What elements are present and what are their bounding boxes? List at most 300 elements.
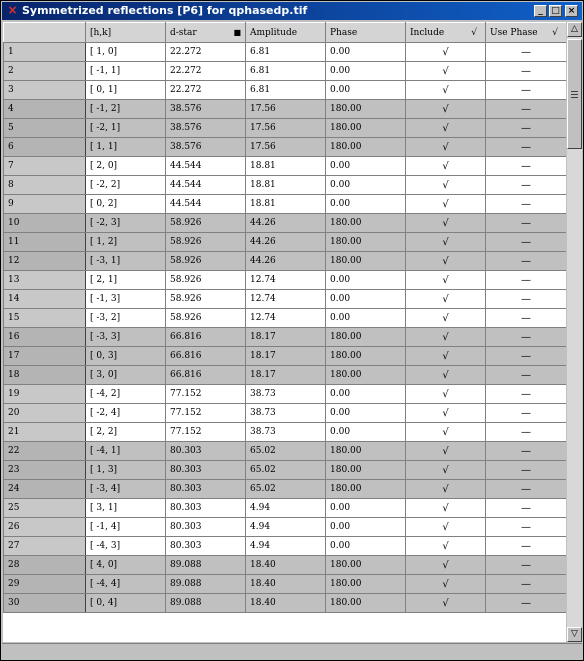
hk-cell[interactable]: [ -2, 3] — [86, 214, 166, 233]
table-row[interactable] — [4, 100, 567, 119]
check-icon: √ — [442, 65, 449, 77]
table-row[interactable] — [4, 461, 567, 480]
row-number[interactable]: 1 — [4, 43, 86, 62]
include-checkbox[interactable] — [406, 594, 486, 613]
use-phase-checkbox[interactable] — [486, 537, 567, 556]
col-header-hk[interactable] — [86, 23, 166, 43]
use-phase-checkbox[interactable] — [486, 404, 567, 423]
phase-cell[interactable]: 0.00 — [326, 423, 406, 442]
table-row[interactable] — [4, 366, 567, 385]
amplitude-cell[interactable]: 6.81 — [246, 81, 326, 100]
use-phase-checkbox[interactable] — [486, 271, 567, 290]
dash-icon: — — [521, 369, 531, 381]
dstar-cell[interactable]: 80.303 — [166, 499, 246, 518]
hk-cell[interactable]: [ 0, 1] — [86, 81, 166, 100]
use-phase-checkbox[interactable] — [486, 518, 567, 537]
hk-cell[interactable]: [ -1, 4] — [86, 518, 166, 537]
thumb-grip-line — [571, 94, 578, 95]
amplitude-cell[interactable]: 18.17 — [246, 347, 326, 366]
hk-cell[interactable]: [ -2, 1] — [86, 119, 166, 138]
sort-indicator-icon: ■ — [233, 27, 241, 37]
amplitude-cell[interactable]: 17.56 — [246, 138, 326, 157]
hk-cell[interactable]: [ 1, 2] — [86, 233, 166, 252]
table-row[interactable] — [4, 138, 567, 157]
phase-cell[interactable]: 0.00 — [326, 518, 406, 537]
use-phase-checkbox[interactable] — [486, 556, 567, 575]
include-checkbox[interactable] — [406, 385, 486, 404]
row-number[interactable]: 29 — [4, 575, 86, 594]
hk-cell[interactable]: [ -3, 3] — [86, 328, 166, 347]
check-icon: √ — [442, 179, 449, 191]
vertical-scrollbar[interactable] — [567, 22, 582, 642]
use-phase-checkbox[interactable] — [486, 499, 567, 518]
row-number[interactable]: 12 — [4, 252, 86, 271]
corner-header[interactable] — [4, 23, 86, 43]
use-phase-checkbox[interactable] — [486, 290, 567, 309]
close-button[interactable]: × — [565, 5, 578, 17]
hk-cell[interactable]: [ -2, 2] — [86, 176, 166, 195]
hk-cell[interactable]: [ 3, 0] — [86, 366, 166, 385]
dstar-cell[interactable]: 22.272 — [166, 62, 246, 81]
phase-cell[interactable]: 0.00 — [326, 195, 406, 214]
amplitude-cell[interactable]: 38.73 — [246, 423, 326, 442]
amplitude-cell[interactable]: 44.26 — [246, 233, 326, 252]
table-row[interactable] — [4, 347, 567, 366]
dstar-cell[interactable]: 89.088 — [166, 575, 246, 594]
use-phase-checkbox[interactable] — [486, 195, 567, 214]
dstar-cell[interactable]: 22.272 — [166, 81, 246, 100]
hk-cell[interactable]: [ 3, 1] — [86, 499, 166, 518]
check-icon: √ — [442, 217, 449, 229]
col-header-dstar[interactable] — [166, 23, 246, 43]
row-number[interactable]: 26 — [4, 518, 86, 537]
dstar-cell[interactable]: 77.152 — [166, 404, 246, 423]
dash-icon: — — [521, 160, 531, 172]
dstar-cell[interactable]: 58.926 — [166, 271, 246, 290]
hk-cell[interactable]: [ 0, 3] — [86, 347, 166, 366]
hk-cell[interactable]: [ 1, 1] — [86, 138, 166, 157]
phase-cell[interactable]: 180.00 — [326, 119, 406, 138]
row-number[interactable]: 2 — [4, 62, 86, 81]
include-checkbox[interactable] — [406, 442, 486, 461]
hk-cell[interactable]: [ -3, 4] — [86, 480, 166, 499]
col-header-include[interactable] — [406, 23, 486, 43]
include-checkbox[interactable] — [406, 404, 486, 423]
col-header-dstar-label: d-star — [170, 27, 197, 38]
window-menu-icon[interactable]: × — [7, 3, 18, 17]
dash-icon: — — [521, 597, 531, 609]
dash-icon: — — [521, 502, 531, 514]
row-number[interactable]: 23 — [4, 461, 86, 480]
phase-cell[interactable]: 0.00 — [326, 43, 406, 62]
phase-cell[interactable]: 0.00 — [326, 537, 406, 556]
hk-cell[interactable]: [ -3, 2] — [86, 309, 166, 328]
amplitude-cell[interactable]: 18.81 — [246, 195, 326, 214]
include-checkbox[interactable] — [406, 81, 486, 100]
include-checkbox[interactable] — [406, 309, 486, 328]
dstar-cell[interactable]: 89.088 — [166, 556, 246, 575]
table-body — [4, 43, 567, 613]
phase-cell[interactable]: 0.00 — [326, 385, 406, 404]
row-number[interactable]: 3 — [4, 81, 86, 100]
dstar-cell[interactable]: 66.816 — [166, 366, 246, 385]
table-row[interactable] — [4, 252, 567, 271]
amplitude-cell[interactable]: 4.94 — [246, 499, 326, 518]
include-checkbox[interactable] — [406, 366, 486, 385]
check-icon: √ — [442, 236, 449, 248]
amplitude-cell[interactable]: 18.81 — [246, 157, 326, 176]
scroll-thumb[interactable] — [567, 39, 582, 149]
dstar-cell[interactable]: 58.926 — [166, 309, 246, 328]
amplitude-cell[interactable]: 6.81 — [246, 43, 326, 62]
dash-icon: — — [521, 312, 531, 324]
dstar-cell[interactable]: 66.816 — [166, 347, 246, 366]
include-checkbox[interactable] — [406, 328, 486, 347]
phase-cell[interactable]: 180.00 — [326, 575, 406, 594]
title-bar[interactable] — [2, 2, 582, 20]
table-row[interactable] — [4, 499, 567, 518]
include-checkbox[interactable] — [406, 100, 486, 119]
check-icon: √ — [442, 597, 449, 609]
include-checkbox[interactable] — [406, 43, 486, 62]
row-number[interactable]: 17 — [4, 347, 86, 366]
reflections-grid[interactable] — [3, 22, 566, 642]
dstar-cell[interactable]: 58.926 — [166, 290, 246, 309]
table-row[interactable] — [4, 442, 567, 461]
amplitude-cell[interactable]: 18.17 — [246, 366, 326, 385]
amplitude-cell[interactable]: 44.26 — [246, 252, 326, 271]
dash-icon: — — [521, 179, 531, 191]
phase-cell[interactable]: 0.00 — [326, 176, 406, 195]
check-icon: √ — [442, 84, 449, 96]
amplitude-cell[interactable]: 17.56 — [246, 119, 326, 138]
dstar-cell[interactable]: 80.303 — [166, 442, 246, 461]
row-number[interactable]: 25 — [4, 499, 86, 518]
include-checkbox[interactable] — [406, 195, 486, 214]
use-phase-checkbox[interactable] — [486, 81, 567, 100]
amplitude-cell[interactable]: 18.40 — [246, 594, 326, 613]
dstar-cell[interactable]: 80.303 — [166, 461, 246, 480]
row-number[interactable]: 5 — [4, 119, 86, 138]
phase-cell[interactable]: 0.00 — [326, 62, 406, 81]
include-checkbox[interactable] — [406, 62, 486, 81]
amplitude-cell[interactable]: 65.02 — [246, 461, 326, 480]
dstar-cell[interactable]: 77.152 — [166, 385, 246, 404]
use-phase-checkbox[interactable] — [486, 100, 567, 119]
dstar-cell[interactable]: 38.576 — [166, 119, 246, 138]
amplitude-cell[interactable]: 17.56 — [246, 100, 326, 119]
table-row[interactable] — [4, 233, 567, 252]
phase-cell[interactable]: 180.00 — [326, 233, 406, 252]
use-phase-checkbox[interactable] — [486, 594, 567, 613]
table-row[interactable] — [4, 81, 567, 100]
check-icon: √ — [442, 312, 449, 324]
include-checkbox[interactable] — [406, 271, 486, 290]
col-header-use-phase[interactable] — [486, 23, 567, 43]
dstar-cell[interactable]: 80.303 — [166, 480, 246, 499]
phase-cell[interactable]: 180.00 — [326, 100, 406, 119]
table-row[interactable] — [4, 537, 567, 556]
hk-cell[interactable]: [ -4, 2] — [86, 385, 166, 404]
dstar-cell[interactable]: 38.576 — [166, 100, 246, 119]
phase-cell[interactable]: 0.00 — [326, 290, 406, 309]
include-checkbox[interactable] — [406, 233, 486, 252]
use-phase-checkbox[interactable] — [486, 575, 567, 594]
table-row[interactable] — [4, 404, 567, 423]
phase-cell[interactable]: 180.00 — [326, 594, 406, 613]
check-icon: √ — [442, 502, 449, 514]
use-phase-checkbox[interactable] — [486, 442, 567, 461]
include-checkbox[interactable] — [406, 537, 486, 556]
dstar-cell[interactable]: 22.272 — [166, 43, 246, 62]
row-number[interactable]: 22 — [4, 442, 86, 461]
use-phase-checkbox[interactable] — [486, 347, 567, 366]
dstar-cell[interactable]: 89.088 — [166, 594, 246, 613]
table-row[interactable] — [4, 594, 567, 613]
use-phase-checkbox[interactable] — [486, 252, 567, 271]
amplitude-cell[interactable]: 18.17 — [246, 328, 326, 347]
col-header-phase-label: Phase — [330, 27, 358, 38]
scroll-up-button[interactable]: △ — [567, 22, 582, 37]
table-row[interactable] — [4, 271, 567, 290]
dash-icon: — — [521, 445, 531, 457]
row-number[interactable]: 18 — [4, 366, 86, 385]
row-number[interactable]: 10 — [4, 214, 86, 233]
phase-cell[interactable]: 0.00 — [326, 81, 406, 100]
amplitude-cell[interactable]: 18.40 — [246, 575, 326, 594]
hk-cell[interactable]: [ -3, 1] — [86, 252, 166, 271]
window-title: Symmetrized reflections [P6] for qphasedp.tif — [22, 4, 308, 17]
dstar-cell[interactable]: 58.926 — [166, 214, 246, 233]
hk-cell[interactable]: [ -1, 3] — [86, 290, 166, 309]
row-number[interactable]: 28 — [4, 556, 86, 575]
use-phase-checkbox[interactable] — [486, 480, 567, 499]
include-checkbox[interactable] — [406, 556, 486, 575]
dash-icon: — — [521, 483, 531, 495]
include-checkbox[interactable] — [406, 518, 486, 537]
dstar-cell[interactable]: 58.926 — [166, 252, 246, 271]
hk-cell[interactable]: [ 2, 0] — [86, 157, 166, 176]
hk-cell[interactable]: [ -4, 4] — [86, 575, 166, 594]
include-checkbox[interactable] — [406, 138, 486, 157]
row-number[interactable]: 16 — [4, 328, 86, 347]
row-number[interactable]: 20 — [4, 404, 86, 423]
dstar-cell[interactable]: 66.816 — [166, 328, 246, 347]
amplitude-cell[interactable]: 65.02 — [246, 480, 326, 499]
use-phase-checkbox[interactable] — [486, 176, 567, 195]
phase-cell[interactable]: 180.00 — [326, 461, 406, 480]
hk-cell[interactable]: [ -2, 4] — [86, 404, 166, 423]
hk-cell[interactable]: [ -1, 2] — [86, 100, 166, 119]
hk-cell[interactable]: [ 2, 2] — [86, 423, 166, 442]
use-phase-checkbox[interactable] — [486, 423, 567, 442]
row-number[interactable]: 24 — [4, 480, 86, 499]
hk-cell[interactable]: [ 2, 1] — [86, 271, 166, 290]
phase-cell[interactable]: 0.00 — [326, 499, 406, 518]
phase-cell[interactable]: 0.00 — [326, 404, 406, 423]
table-row[interactable] — [4, 309, 567, 328]
amplitude-cell[interactable]: 12.74 — [246, 290, 326, 309]
table-row[interactable] — [4, 518, 567, 537]
table-row[interactable] — [4, 62, 567, 81]
phase-cell[interactable]: 180.00 — [326, 442, 406, 461]
row-number[interactable]: 13 — [4, 271, 86, 290]
thumb-grip-line — [571, 97, 578, 98]
table-row[interactable] — [4, 556, 567, 575]
check-icon: √ — [442, 122, 449, 134]
dstar-cell[interactable]: 58.926 — [166, 233, 246, 252]
use-phase-checkbox[interactable] — [486, 214, 567, 233]
col-header-amplitude[interactable] — [246, 23, 326, 43]
include-checkbox[interactable] — [406, 575, 486, 594]
check-icon: √ — [442, 369, 449, 381]
row-number[interactable]: 8 — [4, 176, 86, 195]
hk-cell[interactable]: [ 0, 4] — [86, 594, 166, 613]
scroll-down-button[interactable]: ▽ — [567, 627, 582, 642]
amplitude-cell[interactable]: 18.40 — [246, 556, 326, 575]
amplitude-cell[interactable]: 38.73 — [246, 385, 326, 404]
dash-icon: — — [521, 141, 531, 153]
amplitude-cell[interactable]: 12.74 — [246, 309, 326, 328]
row-number[interactable]: 27 — [4, 537, 86, 556]
row-number[interactable]: 15 — [4, 309, 86, 328]
row-number[interactable]: 6 — [4, 138, 86, 157]
phase-cell[interactable]: 180.00 — [326, 347, 406, 366]
amplitude-cell[interactable]: 6.81 — [246, 62, 326, 81]
row-number[interactable]: 19 — [4, 385, 86, 404]
minimize-button[interactable]: _ — [534, 5, 547, 17]
phase-cell[interactable]: 180.00 — [326, 366, 406, 385]
check-icon: √ — [442, 540, 449, 552]
table-row[interactable] — [4, 480, 567, 499]
check-icon: √ — [442, 483, 449, 495]
check-icon: √ — [442, 255, 449, 267]
dstar-cell[interactable]: 80.303 — [166, 537, 246, 556]
hk-cell[interactable]: [ 4, 0] — [86, 556, 166, 575]
table-row[interactable] — [4, 195, 567, 214]
col-header-phase[interactable] — [326, 23, 406, 43]
check-icon: √ — [442, 331, 449, 343]
use-phase-checkbox[interactable] — [486, 138, 567, 157]
table-row[interactable] — [4, 43, 567, 62]
use-phase-checkbox[interactable] — [486, 43, 567, 62]
hk-cell[interactable]: [ -1, 1] — [86, 62, 166, 81]
include-checkbox[interactable] — [406, 461, 486, 480]
row-number[interactable]: 9 — [4, 195, 86, 214]
use-phase-checkbox[interactable] — [486, 328, 567, 347]
amplitude-cell[interactable]: 4.94 — [246, 537, 326, 556]
use-phase-checkbox[interactable] — [486, 62, 567, 81]
include-checkbox[interactable] — [406, 347, 486, 366]
check-icon: √ — [442, 426, 449, 438]
use-phase-checkbox[interactable] — [486, 119, 567, 138]
use-phase-all-check-icon[interactable]: √ — [552, 27, 558, 38]
dash-icon: — — [521, 293, 531, 305]
col-header-use-phase-label: Use Phase — [490, 27, 538, 38]
use-phase-checkbox[interactable] — [486, 385, 567, 404]
table-row[interactable] — [4, 214, 567, 233]
amplitude-cell[interactable]: 65.02 — [246, 442, 326, 461]
dash-icon: — — [521, 426, 531, 438]
row-number[interactable]: 30 — [4, 594, 86, 613]
phase-cell[interactable]: 180.00 — [326, 328, 406, 347]
phase-cell[interactable]: 180.00 — [326, 252, 406, 271]
row-number[interactable]: 7 — [4, 157, 86, 176]
include-checkbox[interactable] — [406, 157, 486, 176]
dash-icon: — — [521, 578, 531, 590]
include-checkbox[interactable] — [406, 214, 486, 233]
include-checkbox[interactable] — [406, 499, 486, 518]
row-number[interactable]: 4 — [4, 100, 86, 119]
include-checkbox[interactable] — [406, 176, 486, 195]
check-icon: √ — [442, 198, 449, 210]
dstar-cell[interactable]: 38.576 — [166, 138, 246, 157]
check-icon: √ — [442, 46, 449, 58]
phase-cell[interactable]: 180.00 — [326, 138, 406, 157]
table-row[interactable] — [4, 176, 567, 195]
amplitude-cell[interactable]: 18.81 — [246, 176, 326, 195]
amplitude-cell[interactable]: 38.73 — [246, 404, 326, 423]
use-phase-checkbox[interactable] — [486, 366, 567, 385]
row-number[interactable]: 21 — [4, 423, 86, 442]
phase-cell[interactable]: 180.00 — [326, 214, 406, 233]
reflections-table — [3, 22, 566, 613]
use-phase-checkbox[interactable] — [486, 157, 567, 176]
table-row[interactable] — [4, 290, 567, 309]
amplitude-cell[interactable]: 12.74 — [246, 271, 326, 290]
phase-cell[interactable]: 0.00 — [326, 157, 406, 176]
dstar-cell[interactable]: 44.544 — [166, 157, 246, 176]
hk-cell[interactable]: [ -4, 3] — [86, 537, 166, 556]
dstar-cell[interactable]: 80.303 — [166, 518, 246, 537]
table-row[interactable] — [4, 119, 567, 138]
amplitude-cell[interactable]: 44.26 — [246, 214, 326, 233]
row-number[interactable]: 11 — [4, 233, 86, 252]
row-number[interactable]: 14 — [4, 290, 86, 309]
phase-cell[interactable]: 180.00 — [326, 480, 406, 499]
include-checkbox[interactable] — [406, 252, 486, 271]
dash-icon: — — [521, 46, 531, 58]
include-checkbox[interactable] — [406, 423, 486, 442]
phase-cell[interactable]: 0.00 — [326, 309, 406, 328]
amplitude-cell[interactable]: 4.94 — [246, 518, 326, 537]
include-checkbox[interactable] — [406, 480, 486, 499]
dstar-cell[interactable]: 44.544 — [166, 195, 246, 214]
include-checkbox[interactable] — [406, 119, 486, 138]
hk-cell[interactable]: [ -4, 1] — [86, 442, 166, 461]
include-checkbox[interactable] — [406, 290, 486, 309]
table-row[interactable] — [4, 423, 567, 442]
table-row[interactable] — [4, 157, 567, 176]
use-phase-checkbox[interactable] — [486, 233, 567, 252]
use-phase-checkbox[interactable] — [486, 461, 567, 480]
table-row[interactable] — [4, 328, 567, 347]
table-row[interactable] — [4, 385, 567, 404]
hk-cell[interactable]: [ 1, 0] — [86, 43, 166, 62]
table-row[interactable] — [4, 575, 567, 594]
dstar-cell[interactable]: 77.152 — [166, 423, 246, 442]
phase-cell[interactable]: 0.00 — [326, 271, 406, 290]
hk-cell[interactable]: [ 0, 2] — [86, 195, 166, 214]
dash-icon: — — [521, 464, 531, 476]
dstar-cell[interactable]: 44.544 — [166, 176, 246, 195]
check-icon: √ — [442, 274, 449, 286]
maximize-button[interactable]: □ — [549, 5, 562, 17]
use-phase-checkbox[interactable] — [486, 309, 567, 328]
include-all-check-icon[interactable]: √ — [471, 27, 477, 38]
hk-cell[interactable]: [ 1, 3] — [86, 461, 166, 480]
phase-cell[interactable]: 180.00 — [326, 556, 406, 575]
